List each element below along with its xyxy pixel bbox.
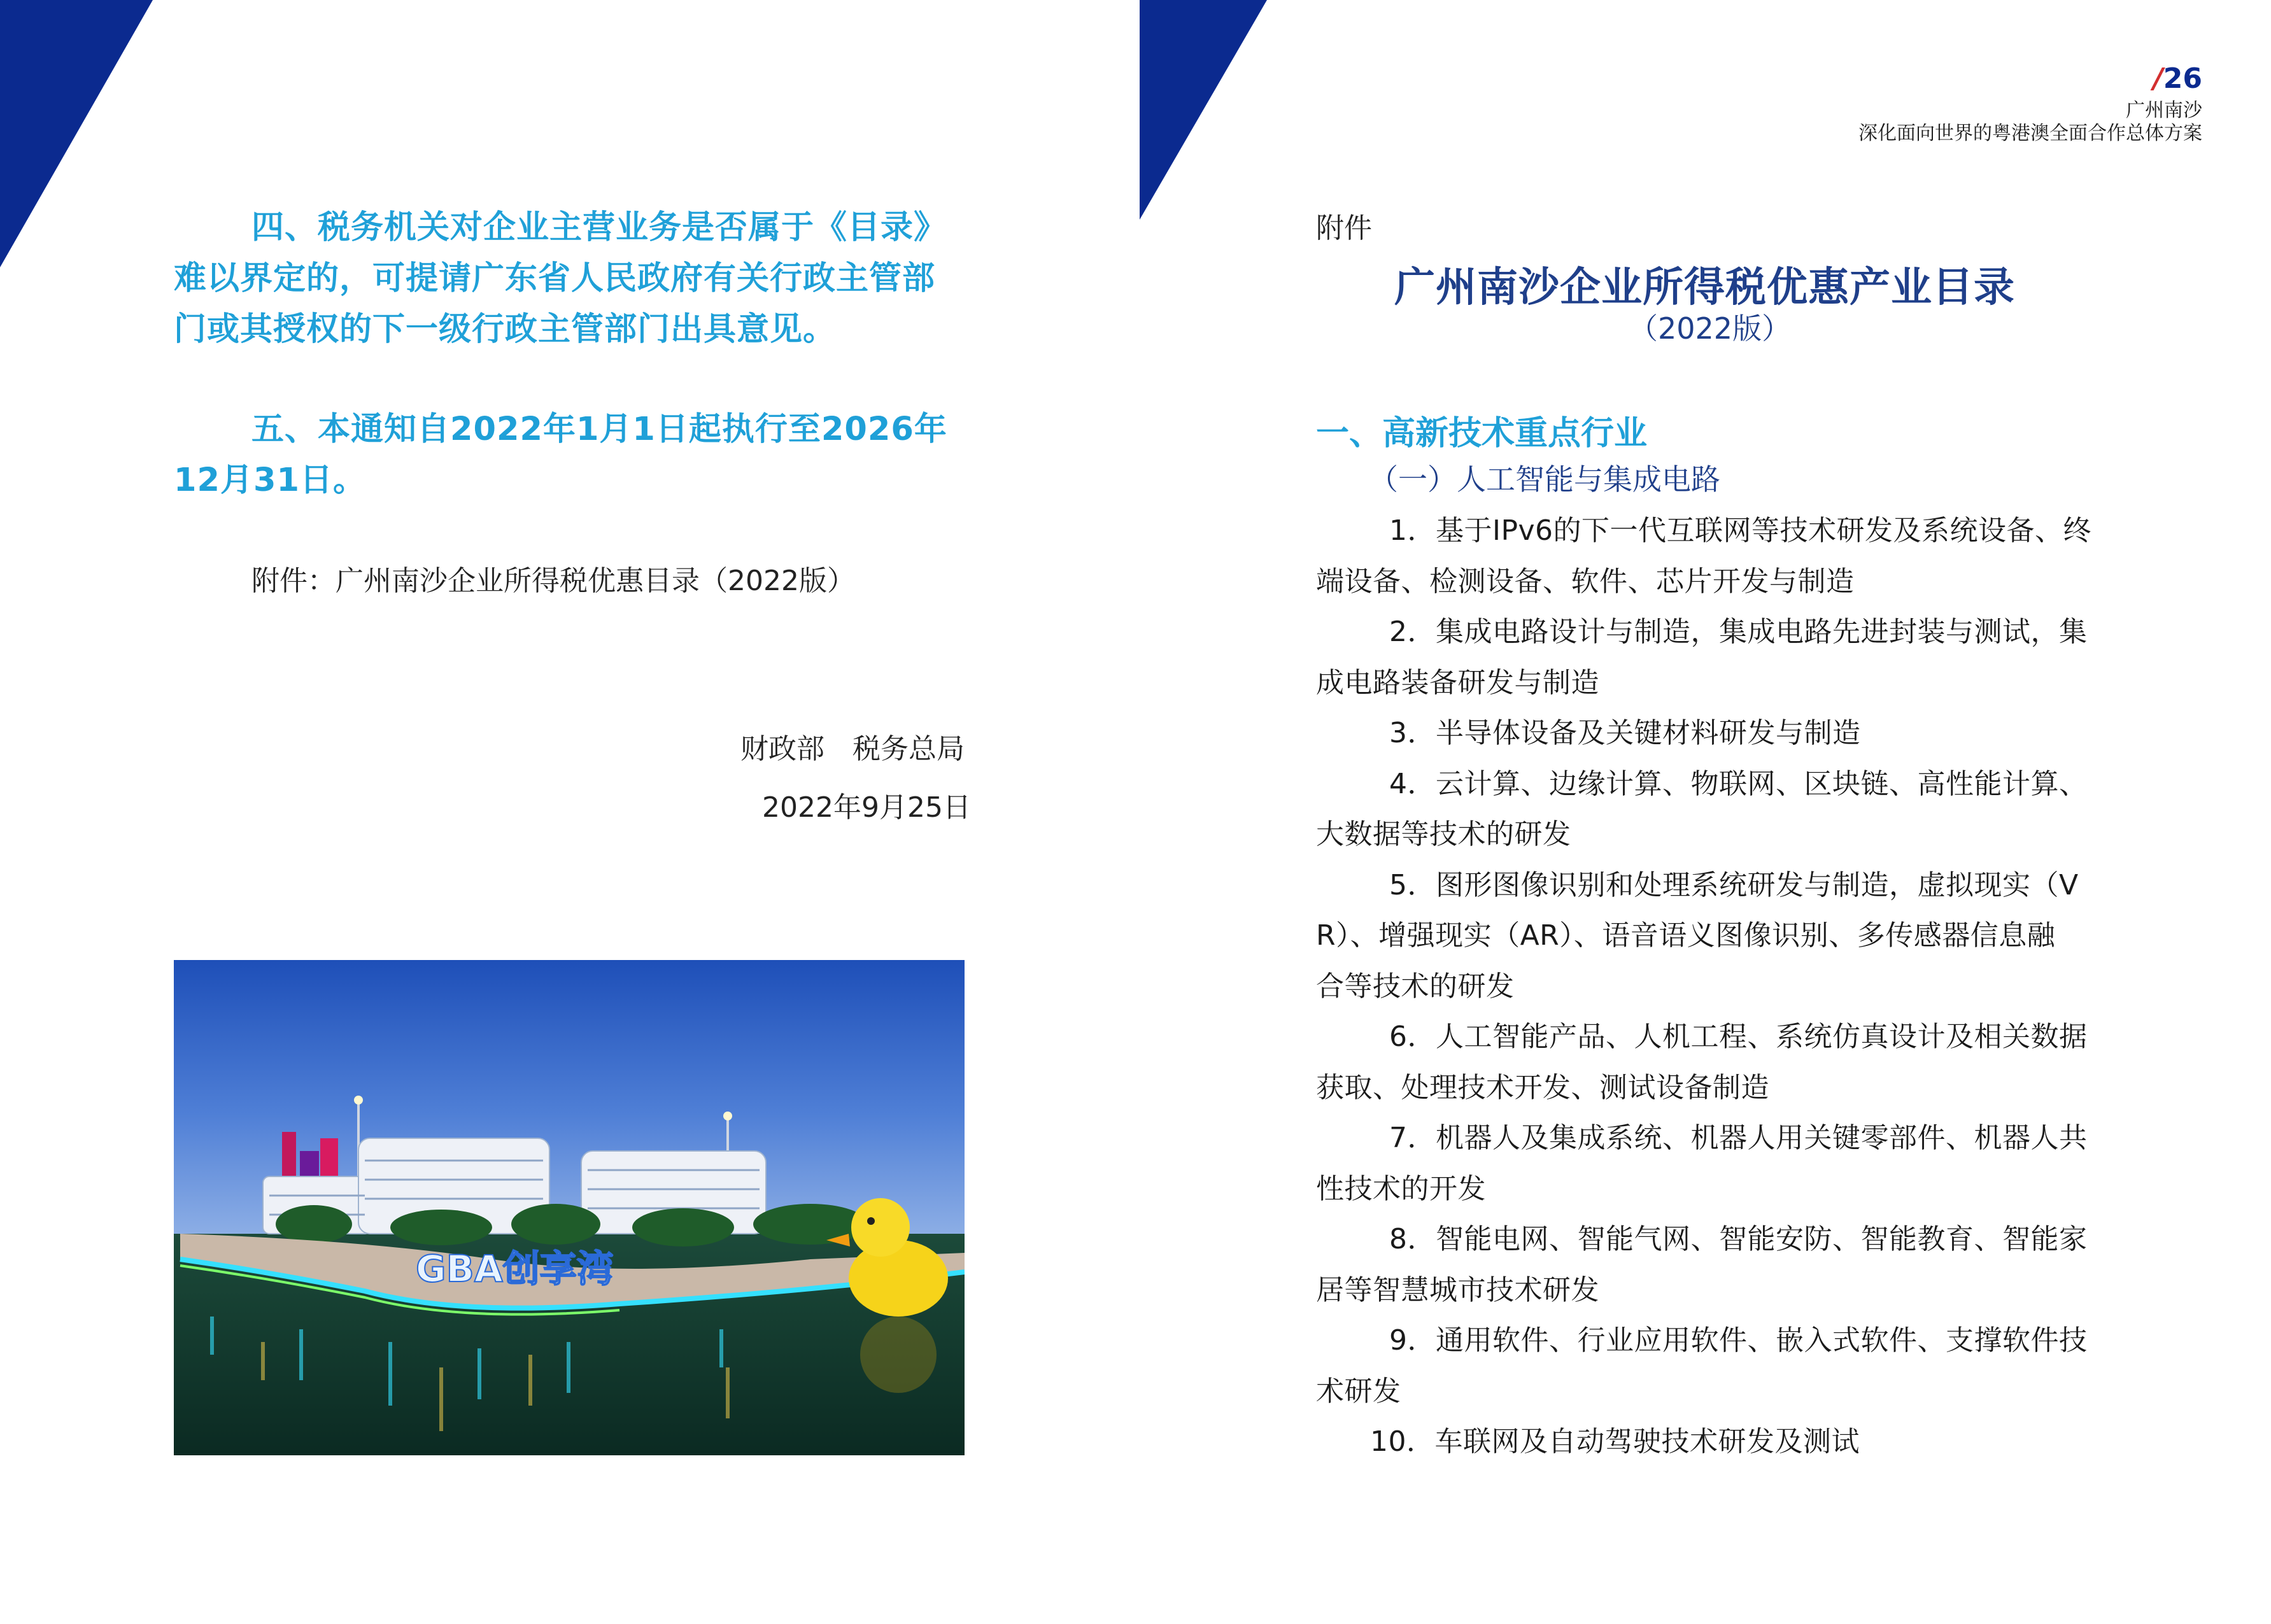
list-item-line: 8．智能电网、智能气网、智能安防、智能教育、智能家: [1389, 1223, 2088, 1255]
signature-date: 2022年9月25日: [762, 791, 971, 824]
page-number-text: 26: [2163, 62, 2202, 95]
list-item-line: 成电路装备研发与制造: [1316, 667, 1599, 699]
gba-park-photo: [174, 960, 965, 1455]
attachment-note: 附件：广州南沙企业所得税优惠目录（2022版）: [251, 565, 855, 597]
list-item-line: 合等技术的研发: [1316, 970, 1515, 1003]
list-item-line: 6．人工智能产品、人机工程、系统仿真设计及相关数据: [1389, 1020, 2088, 1053]
corner-triangle-left: [0, 0, 153, 267]
list-item-line: 居等智慧城市技术研发: [1316, 1274, 1599, 1306]
header-line1: 广州南沙: [2126, 99, 2202, 122]
paragraph-4-line: 门或其授权的下一级行政主管部门出具意见。: [174, 311, 837, 348]
list-item-line: 大数据等技术的研发: [1316, 818, 1571, 851]
subsection-heading: （一）人工智能与集成电路: [1369, 462, 1720, 497]
list-item-line: R）、增强现实（AR）、语音语义图像识别、多传感器信息融: [1316, 919, 2056, 952]
section-heading: 一、高新技术重点行业: [1316, 414, 1648, 453]
paragraph-4-line: 难以界定的，可提请广东省人民政府有关行政主管部: [174, 260, 936, 297]
page-number: [2153, 62, 2202, 95]
paragraph-5: [174, 404, 977, 506]
attachment-label: 附件: [1316, 212, 1372, 244]
page-number-slash: /: [2153, 62, 2163, 95]
list-item-line: 5．图形图像识别和处理系统研发与制造，虚拟现实（V: [1389, 869, 2079, 901]
park-illustration: [174, 960, 965, 1455]
list-item-line: 1．基于IPv6的下一代互联网等技术研发及系统设备、终: [1389, 514, 2092, 547]
list-item-line: 术研发: [1316, 1375, 1401, 1408]
list-item-line: 4．云计算、边缘计算、物联网、区块链、高性能计算、: [1389, 768, 2088, 800]
signatory: 财政部 税务总局: [740, 733, 965, 765]
paragraph-4: [174, 202, 977, 355]
paragraph-4-line: 四、税务机关对企业主营业务是否属于《目录》: [251, 209, 947, 246]
list-item-line: 10．车联网及自动驾驶技术研发及测试: [1370, 1425, 1860, 1458]
list-item-line: 7．机器人及集成系统、机器人用关键零部件、机器人共: [1389, 1122, 2088, 1154]
paragraph-5-line: 五、本通知自2022年1月1日起执行至2026年: [251, 411, 947, 448]
list-item-line: 3．半导体设备及关键材料研发与制造: [1389, 717, 1861, 749]
list-item-line: 2．集成电路设计与制造，集成电路先进封装与测试，集: [1389, 616, 2088, 648]
catalog-title: 广州南沙企业所得税优惠产业目录: [1394, 264, 2015, 311]
paragraph-5-line: 12月31日。: [174, 462, 366, 499]
list-item-line: 端设备、检测设备、软件、芯片开发与制造: [1316, 565, 1855, 598]
corner-triangle-right: [1140, 0, 1267, 220]
list-item-line: 性技术的开发: [1316, 1173, 1486, 1205]
list-item-line: 9．通用软件、行业应用软件、嵌入式软件、支撑软件技: [1389, 1324, 2088, 1357]
catalog-edition: （2022版）: [1629, 311, 1792, 346]
list-item-line: 获取、处理技术开发、测试设备制造: [1316, 1071, 1769, 1104]
header-line2: 深化面向世界的粤港澳全面合作总体方案: [1858, 122, 2202, 145]
photo-sign: GBA创享湾: [416, 1247, 614, 1290]
